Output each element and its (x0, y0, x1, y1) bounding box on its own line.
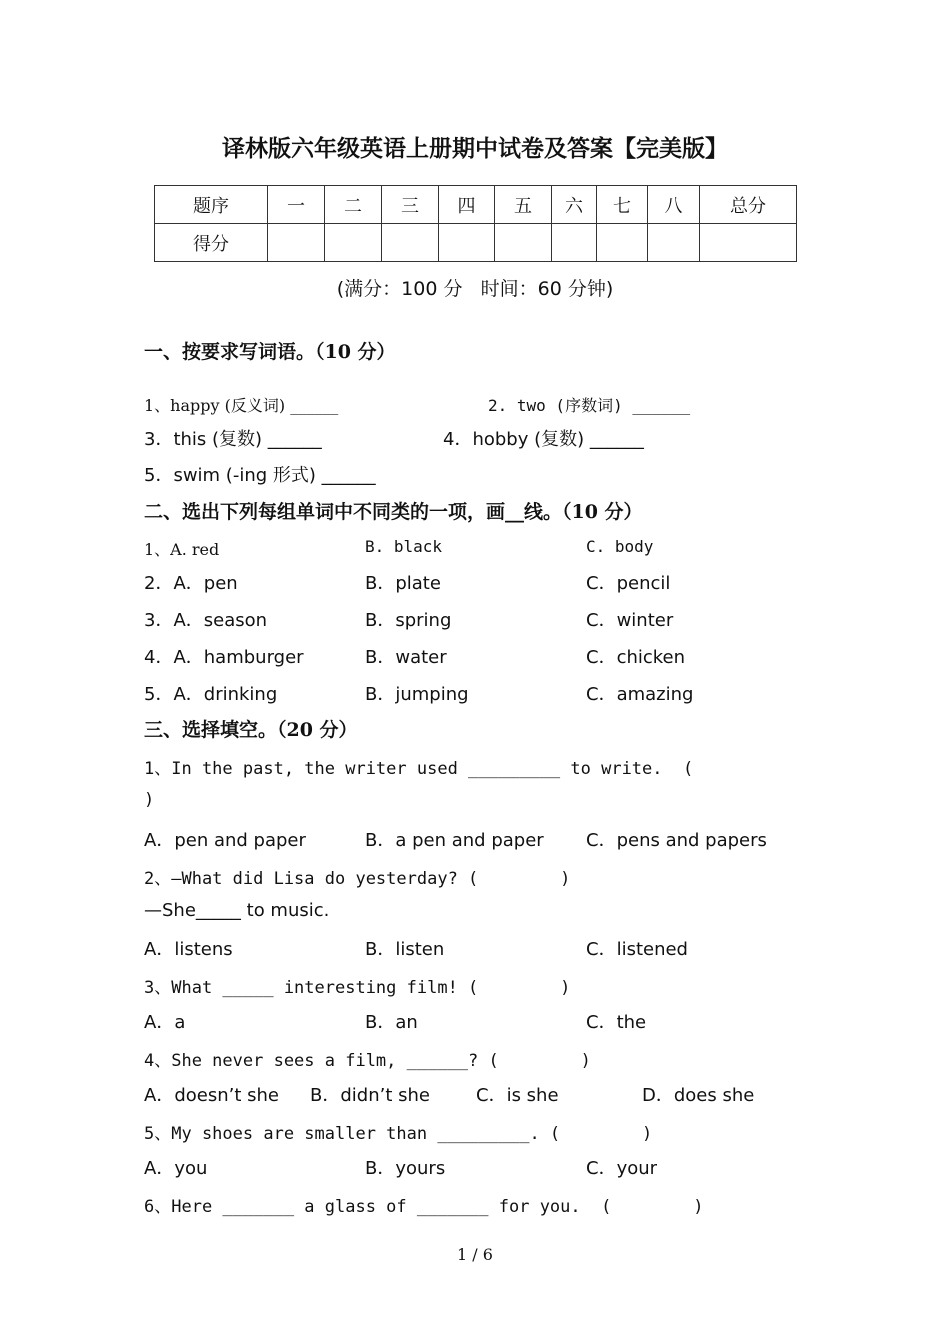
option-text: C. body (586, 537, 654, 556)
option-text: C．pencil (586, 573, 671, 594)
option-text: 2．A．pen (144, 573, 238, 594)
option-text: C．the (586, 1012, 647, 1033)
question-text: 5、My shoes are smaller than _________. ( ) (144, 1124, 653, 1144)
option-text: 4．A．hamburger (144, 647, 304, 668)
option-text: A．you (144, 1158, 208, 1179)
score-cell (552, 224, 597, 262)
option-text: A．pen and paper (144, 830, 306, 851)
score-cell (325, 224, 382, 262)
option-text: 5．A．drinking (144, 684, 278, 705)
table-header-cell: 三 (382, 186, 439, 224)
section-heading-part3: 三、选择填空。（20 分） (144, 719, 358, 741)
option-text: C．chicken (586, 647, 686, 668)
option-text: B．an (365, 1012, 418, 1033)
option-text: D．does she (642, 1085, 755, 1106)
option-text: B．spring (365, 610, 452, 631)
question-text: 5．swim (-ing 形式) ______ (144, 465, 376, 486)
score-cell (439, 224, 495, 262)
question-text: 6、Here _______ a glass of _______ for you. ( ) (144, 1197, 704, 1217)
option-text: C．is she (476, 1085, 559, 1106)
score-cell (495, 224, 552, 262)
table-header-cell: 总分 (700, 186, 797, 224)
option-text: C．winter (586, 610, 674, 631)
option-text: B. black (365, 537, 443, 556)
option-text: B．yours (365, 1158, 446, 1179)
table-header-cell: 八 (648, 186, 700, 224)
option-text: C．listened (586, 939, 688, 960)
full-score-and-time: (满分：100 分 时间：60 分钟) (336, 278, 614, 300)
table-row-label: 得分 (155, 224, 268, 262)
score-cell (268, 224, 325, 262)
option-text: B．water (365, 647, 447, 668)
page-title: 译林版六年级英语上册期中试卷及答案【完美版】 (222, 135, 728, 162)
question-text: 4、She never sees a film, ______? ( ) (144, 1051, 591, 1071)
option-text: B．didn’t she (310, 1085, 430, 1106)
question-text: 4．hobby (复数) ______ (443, 429, 644, 450)
option-text: B．listen (365, 939, 445, 960)
section-heading-part2: 二、选出下列每组单词中不同类的一项，画__线。（10 分） (144, 501, 643, 523)
section-heading-part1: 一、按要求写词语。（10 分） (144, 341, 396, 363)
score-cell (700, 224, 797, 262)
score-table-score-row (155, 224, 797, 262)
question-text: ) (144, 790, 155, 810)
question-text: 1、happy (反义词) ______ (144, 396, 339, 415)
option-text: C．your (586, 1158, 658, 1179)
option-text: A．doesn’t she (144, 1085, 279, 1106)
question-text: 2. two (序数词) ______ (488, 396, 691, 415)
option-text: B．plate (365, 573, 441, 594)
question-text: 3、What _____ interesting film! ( ) (144, 978, 571, 998)
option-text: C．pens and papers (586, 830, 767, 851)
score-cell (382, 224, 439, 262)
score-cell (648, 224, 700, 262)
option-text: 3．A．season (144, 610, 268, 631)
page-number: 1 / 6 (457, 1245, 493, 1264)
option-text: B．a pen and paper (365, 830, 544, 851)
option-text: C．amazing (586, 684, 694, 705)
option-text: B．jumping (365, 684, 469, 705)
score-cell (597, 224, 648, 262)
question-text: 1、In the past, the writer used _________ to write. ( (144, 759, 694, 779)
question-text: 3．this (复数) ______ (144, 429, 322, 450)
option-text: A．listens (144, 939, 233, 960)
question-text: —She_____ to music. (144, 900, 330, 921)
score-table-header-row (155, 186, 797, 224)
score-table (154, 185, 797, 262)
table-header-cell: 六 (552, 186, 597, 224)
table-header-cell: 一 (268, 186, 325, 224)
table-header-cell: 五 (495, 186, 552, 224)
option-text: A．a (144, 1012, 186, 1033)
table-header-cell: 二 (325, 186, 382, 224)
table-header-cell: 四 (439, 186, 495, 224)
question-text: 2、—What did Lisa do yesterday? ( ) (144, 869, 571, 889)
table-header-cell: 题序 (155, 186, 268, 224)
option-text: 1、A. red (144, 540, 220, 559)
table-header-cell: 七 (597, 186, 648, 224)
